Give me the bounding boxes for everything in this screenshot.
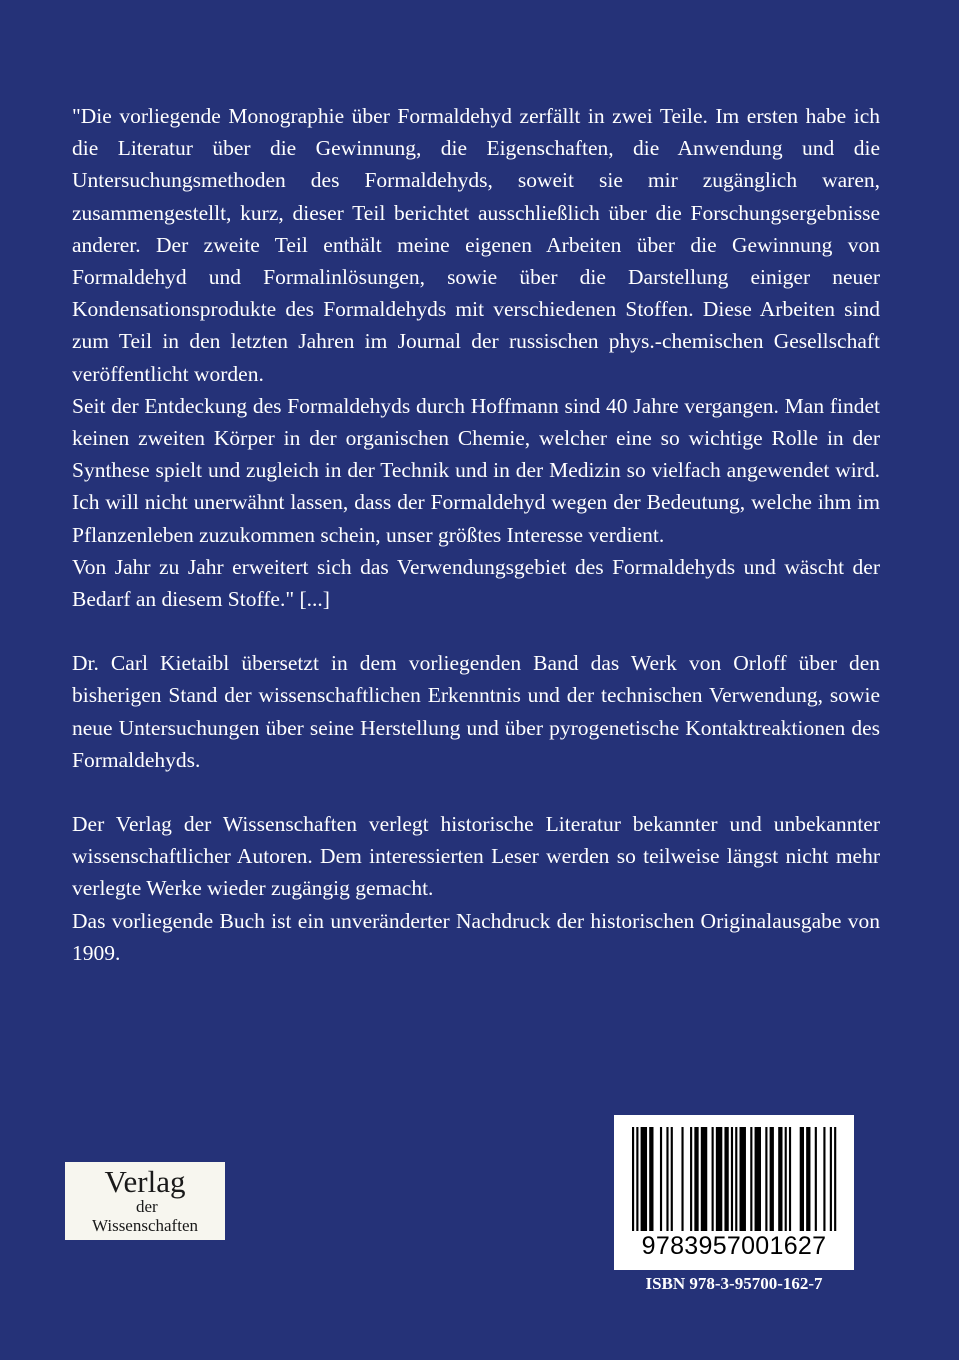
logo-text-verlag: Verlag [104, 1164, 186, 1199]
barcode-bar [694, 1127, 698, 1231]
barcode-bar [716, 1127, 722, 1231]
paragraph-reprint: Das vorliegende Buch ist ein unveränderter Nachdruck der historischen Originalausgabe von 1909. [72, 908, 880, 965]
barcode-bar [815, 1127, 817, 1231]
paragraph-quote-1: "Die vorliegende Monographie über Formaldehyd zerfällt in zwei Teile. Im ersten habe ich die Literatur über die Gewinnung, die Eigenschaften, die Anwendung und die Untersuchungsmethoden des Formaldehyds, soweit sie mir zugänglich waren, zusammengestellt, kurz, dieser Teil berichtet ausschließlich über die Forschungsergebnisse anderer. Der zweite Teil enthält meine eigenen Arbeiten über die Gewinnung von Formaldehyd und Formalinlösungen, sowie über die Darstellung einiger neuer Kondensationsprodukte des Formaldehyds mit verschiedenen Stoffen. Diese Arbeiten sind zum Teil in den letzten Jahren im Journal der russischen phys.-chemischen Gesellschaft veröffentlicht worden. [72, 104, 880, 386]
barcode-bar [778, 1127, 782, 1231]
barcode [614, 1115, 854, 1270]
barcode-bar [785, 1127, 787, 1231]
barcode-bar [834, 1127, 836, 1231]
barcode-bar [740, 1127, 746, 1231]
paragraph-quote-2: Seit der Entdeckung des Formaldehyds durch Hoffmann sind 40 Jahre vergangen. Man findet keinen zweiten Körper in der organischen Chemie, welcher eine so wichtige Rolle in der Synthese spielt und zugleich in der Technik und in der Medizin so vielfach angewendet wird. Ich will nicht unerwähnt lassen, dass der Formaldehyd wegen der Bedeutung, welche ihm im Pflanzenleben zuzukommen schein, unser größtes Interesse verdient. [72, 393, 880, 547]
barcode-bar [666, 1127, 668, 1231]
publisher-logo [65, 1162, 225, 1240]
barcode-bar [641, 1127, 647, 1231]
barcode-bar [830, 1127, 832, 1231]
barcode-bar [712, 1127, 714, 1231]
barcode-bars [614, 1115, 854, 1233]
barcode-bar [806, 1127, 810, 1231]
barcode-bar [636, 1127, 638, 1231]
barcode-bar [690, 1127, 692, 1231]
barcode-bar [750, 1127, 752, 1231]
barcode-bar [632, 1127, 634, 1231]
barcode-bar [800, 1127, 804, 1231]
barcode-bar [823, 1127, 825, 1231]
paragraph-quote-3: Von Jahr zu Jahr erweitert sich das Verwendungsgebiet des Formaldehyds und wäscht der Bedarf an diesem Stoffe." [...] [72, 554, 880, 612]
barcode-bar [770, 1127, 774, 1231]
barcode-bar [681, 1127, 683, 1231]
barcode-bar [735, 1127, 737, 1231]
barcode-digits: 9783957001627 [641, 1232, 827, 1260]
paragraph-translation: Dr. Carl Kietaibl übersetzt in dem vorliegenden Band das Werk von Orloff über den bisherigen Stand der wissenschaftlichen Erkenntnis und der technischen Verwendung, sowie neue Untersuchungen über seine Herstellung und über pyrogenetische Kontaktreaktionen des Formaldehyds. [72, 651, 880, 772]
barcode-bar [755, 1127, 761, 1231]
back-cover-text [72, 100, 880, 969]
barcode-bar [671, 1127, 673, 1231]
logo-text-wissenschaften: Wissenschaften [91, 1216, 198, 1235]
isbn-label: ISBN 978-3-95700-162-7 [645, 1274, 823, 1293]
barcode-bar [724, 1127, 728, 1231]
barcode-bar [765, 1127, 767, 1231]
barcode-bar [649, 1127, 653, 1231]
barcode-bar [701, 1127, 707, 1231]
barcode-bar [731, 1127, 733, 1231]
logo-text-der: der [136, 1197, 158, 1216]
paragraph-publisher: Der Verlag der Wissenschaften verlegt historische Literatur bekannter und unbekannter wissenschaftlicher Autoren. Dem interessierten Leser werden so teilweise längst nicht mehr verlegte Werke wieder zugängig gemacht. [72, 812, 880, 901]
barcode-bar [789, 1127, 791, 1231]
barcode-bar [660, 1127, 662, 1231]
